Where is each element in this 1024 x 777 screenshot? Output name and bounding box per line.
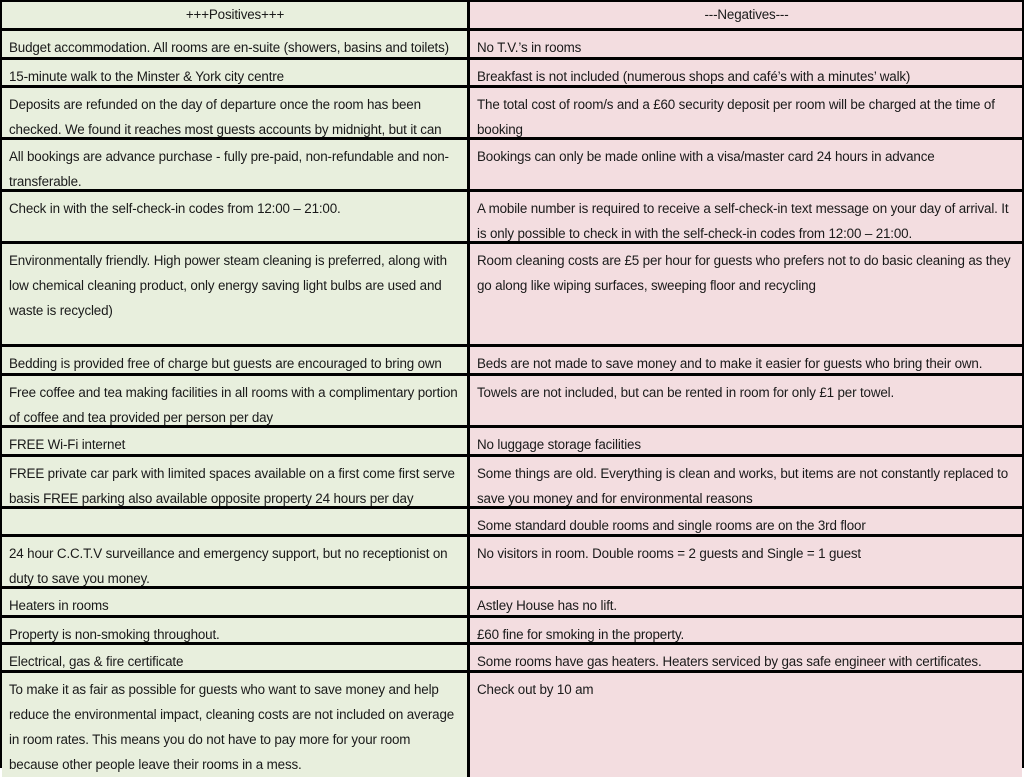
negative-cell: Breakfast is not included (numerous shops and café’s with a minutes’ walk) [470,60,1022,85]
positive-cell: Check in with the self-check-in codes from 12:00 – 21:00. [2,192,470,241]
table-row [2,31,1022,60]
table-row [2,88,1022,140]
positive-cell: Bedding is provided free of charge but guests are encouraged to bring own [2,347,470,373]
table-row [2,192,1022,244]
positives-header: +++Positives+++ [2,2,470,28]
table-row [2,376,1022,428]
table-row [2,645,1022,673]
negatives-header: ---Negatives--- [470,2,1022,28]
negative-cell: The total cost of room/s and a £60 security deposit per room will be charged at the time of booking [470,88,1022,137]
negative-cell: Bookings can only be made online with a visa/master card 24 hours in advance [470,140,1022,189]
table-row [2,347,1022,376]
positive-cell: Property is non-smoking throughout. [2,618,470,642]
positive-cell: To make it as fair as possible for guests who want to save money and help reduce the environmental impact, cleaning costs are not included on average in room rates. This means you do not have to pay more for your room because other people leave their rooms in a mess. [2,673,470,777]
negative-cell: A mobile number is required to receive a self-check-in text message on your day of arrival. It is only possible to check in with the self-check-in codes from 12:00 – 21:00. [470,192,1022,241]
table-row [2,537,1022,589]
positive-cell: Budget accommodation. All rooms are en-suite (showers, basins and toilets) [2,31,470,57]
table-row [2,244,1022,347]
positive-cell: Deposits are refunded on the day of departure once the room has been checked. We found it reaches most guests accounts by midnight, but it can [2,88,470,137]
table-row [2,589,1022,618]
table-row [2,618,1022,645]
negative-cell: Some standard double rooms and single rooms are on the 3rd floor [470,509,1022,534]
positive-cell: All bookings are advance purchase - fully pre-paid, non-refundable and non-transferable. [2,140,470,189]
header-row [2,2,1022,31]
negative-cell: Beds are not made to save money and to make it easier for guests who bring their own. [470,347,1022,373]
positive-cell [2,509,470,534]
table-row [2,509,1022,537]
positive-cell: Free coffee and tea making facilities in all rooms with a complimentary portion of coffee and tea provided per person per day [2,376,470,425]
negative-cell: Astley House has no lift. [470,589,1022,615]
table-row [2,140,1022,192]
negative-cell: Check out by 10 am [470,673,1022,777]
negative-cell: Some things are old. Everything is clean and works, but items are not constantly replaced to save you money and for environmental reasons [470,457,1022,506]
table-row [2,60,1022,88]
positive-cell: Heaters in rooms [2,589,470,615]
negative-cell: Towels are not included, but can be rented in room for only £1 per towel. [470,376,1022,425]
positive-cell: Electrical, gas & fire certificate [2,645,470,670]
table-row [2,673,1022,777]
negative-cell: No visitors in room. Double rooms = 2 guests and Single = 1 guest [470,537,1022,586]
negative-cell: No luggage storage facilities [470,428,1022,454]
positive-cell: Environmentally friendly. High power steam cleaning is preferred, along with low chemical cleaning product, only energy saving light bulbs are used and waste is recycled) [2,244,470,344]
negative-cell: Room cleaning costs are £5 per hour for guests who prefers not to do basic cleaning as they go along like wiping surfaces, sweeping floor and recycling [470,244,1022,344]
negative-cell: £60 fine for smoking in the property. [470,618,1022,642]
positive-cell: 24 hour C.C.T.V surveillance and emergency support, but no receptionist on duty to save you money. [2,537,470,586]
positive-cell: FREE Wi-Fi internet [2,428,470,454]
table-row [2,428,1022,457]
negative-cell: Some rooms have gas heaters. Heaters serviced by gas safe engineer with certificates. [470,645,1022,670]
table-row [2,457,1022,509]
negative-cell: No T.V.’s in rooms [470,31,1022,57]
positive-cell: 15-minute walk to the Minster & York city centre [2,60,470,85]
positive-cell: FREE private car park with limited spaces available on a first come first serve basis FREE parking also available opposite property 24 hours per day [2,457,470,506]
